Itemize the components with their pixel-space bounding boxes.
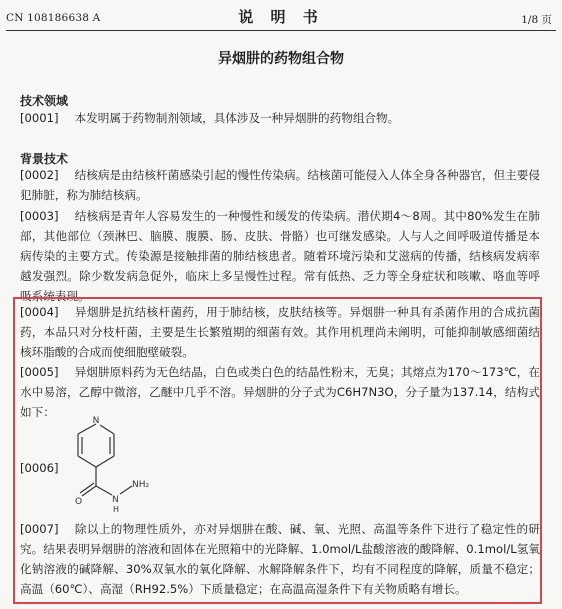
isoniazid-structure-diagram — [60, 412, 170, 524]
ring-bond — [100, 425, 114, 434]
hydrazine-bond — [120, 486, 132, 494]
document-type: 说 明 书 — [238, 8, 324, 26]
section-heading-background: 背景技术 — [20, 152, 69, 166]
header-rule — [6, 30, 556, 31]
section-heading-tech-field: 技术领域 — [20, 94, 69, 108]
ring-bond — [96, 456, 114, 467]
document-title: 异烟肼的药物组合物 — [218, 51, 344, 67]
paragraph-0003 — [20, 206, 540, 303]
amide-hydrogen-label: H — [113, 505, 120, 514]
paragraph-number: [0003] — [20, 209, 59, 223]
paragraph-text: 除以上的物理性质外，亦对异烟肼在酸、碱、氧、光照、高温等条件下进行了稳定性的研究。结果表明异烟肼的溶液和固体在光照箱中的光降解、1.0mol/L盐酸溶液的酸降解、0.1mol/L氢氧化钠溶液的碱降解、30%双氧水的氧化降解、水解降解条件下，均有不同程度的降解，质量不稳定；高温（60℃）、高湿（RH92.5%）下质量稳定；在高温高湿条件下有关物质略有增长。 — [20, 522, 540, 596]
paragraph-text: 异烟肼原料药为无色结晶，白色或类白色的结晶性粉末，无臭；其熔点为170～173℃，在水中易溶，乙醇中微溶，乙醚中几乎不溶。异烟肼的分子式为C6H7N3O，分子量为137.14，结构式如下： — [20, 365, 540, 419]
paragraph-0007 — [20, 519, 540, 607]
paragraph-0002 — [20, 165, 540, 205]
paragraph-0001 — [20, 108, 540, 128]
patent-number: CN 108186638 A — [6, 12, 101, 24]
paragraph-0006-number: [0006] — [20, 461, 59, 475]
amide-bond — [96, 486, 112, 495]
ring-bond — [78, 456, 96, 467]
oxygen-label: O — [75, 497, 83, 507]
paragraph-number: [0005] — [20, 365, 59, 379]
ring-nitrogen-label: N — [92, 416, 100, 426]
carbonyl-double-bond — [80, 483, 94, 493]
page-number: 1/8 页 — [521, 14, 552, 26]
paragraph-text: 结核病是由结核杆菌感染引起的慢性传染病。结核菌可能侵入人体全身各种器官，但主要侵犯肺脏，称为肺结核病。 — [20, 168, 540, 202]
paragraph-0004 — [20, 302, 540, 362]
paragraph-text: 结核病是青年人容易发生的一种慢性和缓发的传染病。潜伏期4～8周。其中80%发生在肺部，其他部位（颈淋巴、脑膜、腹膜、肠、皮肤、骨骼）也可继发感染。人与人之间呼吸道传播是本病传染的主要方式。传染源是接触排菌的肺结核患者。随着环境污染和艾滋病的传播，结核病发病率越发强烈。除少数发病急促外，临床上多呈慢性过程。常有低热、乏力等全身症状和咳嗽、咯血等呼吸系统表现。 — [20, 209, 540, 303]
paragraph-number: [0002] — [20, 168, 59, 182]
paragraph-text: 本发明属于药物制剂领域，具体涉及一种异烟肼的药物组合物。 — [74, 111, 400, 125]
carbonyl-bond — [82, 486, 96, 496]
paragraph-number: [0001] — [20, 111, 59, 125]
paragraph-number: [0007] — [20, 522, 59, 536]
amine-label: NH₂ — [132, 480, 150, 490]
amide-nitrogen-label: N — [112, 495, 119, 505]
paragraph-text: 异烟肼是抗结核杆菌药，用于肺结核，皮肤结核等。异烟肼一种具有杀菌作用的合成抗菌药，本品只对分枝杆菌，主要是生长繁殖期的细菌有效。其作用机理尚未阐明，可能抑制敏感细菌结核环脂酸的合成而使细胞壁破裂。 — [20, 305, 540, 359]
paragraph-number: [0004] — [20, 305, 59, 319]
